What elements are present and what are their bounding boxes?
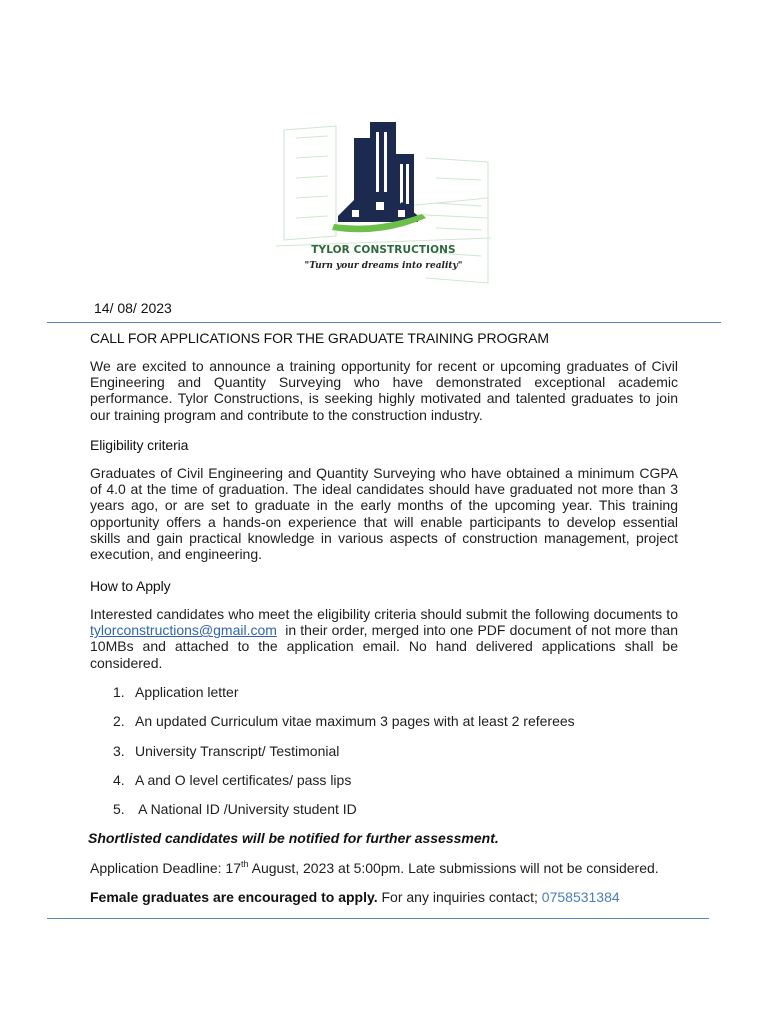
footer-divider xyxy=(47,918,709,919)
list-number: 2. xyxy=(113,713,125,729)
list-number: 5. xyxy=(113,801,125,817)
eligibility-paragraph: Graduates of Civil Engineering and Quantity Surveying who have obtained a minimum CGPA of 4.0 at the time of graduation. The ideal candidates should have graduated not more than 3 years ago, or are set to graduate in the early months of the upcoming year. This training opportunity offers a hands-on experience that will enable participants to develop essential skills and gain practical knowledge in various aspects of construction management, project execution, and engineering. xyxy=(90,465,678,563)
application-deadline xyxy=(90,860,659,876)
document-list-item xyxy=(113,743,339,759)
list-text: A and O level certificates/ pass lips xyxy=(135,772,352,788)
header-divider xyxy=(47,322,721,323)
document-list-item xyxy=(113,713,575,729)
how-to-apply-heading: How to Apply xyxy=(90,578,171,594)
shortlist-note: Shortlisted candidates will be notified for further assessment. xyxy=(88,830,499,846)
eligibility-heading: Eligibility criteria xyxy=(90,437,189,453)
list-text: University Transcript/ Testimonial xyxy=(135,743,340,759)
list-text: An updated Curriculum vitae maximum 3 pages with at least 2 referees xyxy=(135,713,575,729)
document-title: CALL FOR APPLICATIONS FOR THE GRADUATE TRAINING PROGRAM xyxy=(90,330,549,346)
list-number: 1. xyxy=(113,684,125,700)
list-number: 4. xyxy=(113,772,125,788)
deadline-suffix: August, 2023 at 5:00pm. Late submissions will not be considered. xyxy=(248,860,659,876)
company-logo xyxy=(276,118,491,288)
contact-line xyxy=(90,889,620,905)
how-to-apply-text-before: Interested candidates who meet the eligibility criteria should submit the following documents to xyxy=(90,606,678,622)
list-number: 3. xyxy=(113,743,125,759)
document-date: 14/ 08/ 2023 xyxy=(94,300,172,316)
logo-tagline: "Turn your dreams into reality" xyxy=(304,261,463,271)
list-text: A National ID /University student ID xyxy=(135,801,357,817)
document-list-item xyxy=(113,772,351,788)
deadline-ordinal: th xyxy=(241,859,249,869)
contact-text: For any inquiries contact; xyxy=(377,889,542,905)
document-list-item xyxy=(113,684,239,700)
document-list-item xyxy=(113,801,357,817)
how-to-apply-paragraph xyxy=(90,606,682,671)
female-encouragement: Female graduates are encouraged to apply. xyxy=(90,889,378,905)
logo-company-name: TYLOR CONSTRUCTIONS xyxy=(311,244,456,256)
how-to-apply-text-after: in their order, merged into one PDF document of not more than 10MBs and attached to the application email. No hand delivered applications shall be considered. xyxy=(90,622,682,671)
intro-paragraph: We are excited to announce a training opportunity for recent or upcoming graduates of Civil Engineering and Quantity Surveying who have demonstrated exceptional academic performance. Tylor Constructions, is seeking highly motivated and talented graduates to join our training program and contribute to the construction industry. xyxy=(90,358,678,423)
application-email-link[interactable]: tylorconstructions@gmail.com xyxy=(90,622,277,639)
deadline-prefix: Application Deadline: 17 xyxy=(90,860,241,876)
list-text: Application letter xyxy=(135,684,239,700)
contact-phone-link[interactable]: 0758531384 xyxy=(541,889,620,905)
